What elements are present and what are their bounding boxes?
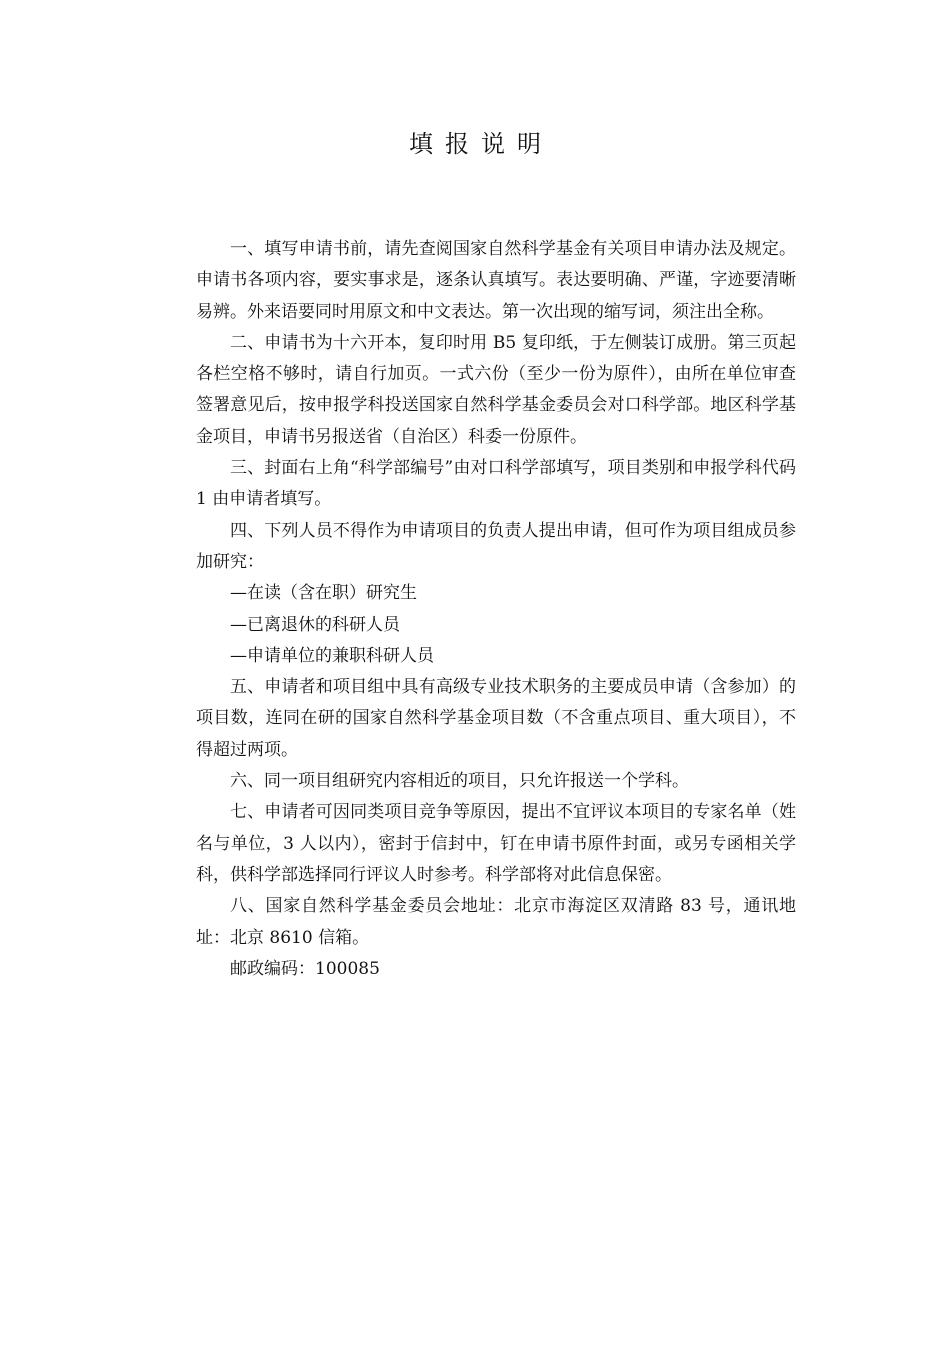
- paragraph-7: 七、申请者可因同类项目竞争等原因，提出不宜评议本项目的专家名单（姓名与单位，3 人以内），密封于信封中，钉在申请书原件封面，或另专函相关学科，供科学部选择同行评议人时参考。科学部将对此信息保密。: [196, 802, 796, 885]
- paragraph-4: 四、下列人员不得作为申请项目的负责人提出申请，但可作为项目组成员参加研究：: [196, 520, 796, 572]
- postal-code: 邮政编码：100085: [230, 958, 380, 979]
- paragraph-5: 五、申请者和项目组中具有高级专业技术职务的主要成员申请（含参加）的项目数，连同在研的国家自然科学基金项目数（不含重点项目、重大项目），不得超过两项。: [196, 677, 796, 760]
- page-title: 填报说明: [409, 130, 553, 158]
- list-item-graduate-students: —在读（含在职）研究生: [230, 583, 417, 604]
- list-item-retired-researchers: —已离退休的科研人员: [230, 614, 400, 635]
- paragraph-1: 一、填写申请书前，请先查阅国家自然科学基金有关项目申请办法及规定。申请书各项内容，要实事求是，逐条认真填写。表达要明确、严谨，字迹要清晰易辨。外来语要同时用原文和中文表达。第一次出现的缩写词，须注出全称。: [196, 239, 796, 322]
- instructions-body: [196, 234, 796, 985]
- paragraph-6: 六、同一项目组研究内容相近的项目，只允许报送一个学科。: [230, 771, 689, 792]
- list-item-part-time-researchers: —申请单位的兼职科研人员: [230, 645, 434, 666]
- paragraph-8: 八、国家自然科学基金委员会地址：北京市海淀区双清路 83 号，通讯地址：北京 8610 信箱。: [196, 896, 796, 948]
- paragraph-3: 三、封面右上角“科学部编号”由对口科学部填写，项目类别和申报学科代码 1 由申请者填写。: [196, 458, 796, 510]
- paragraph-2: 二、申请书为十六开本，复印时用 B5 复印纸，于左侧装订成册。第三页起各栏空格不够时，请自行加页。一式六份（至少一份为原件），由所在单位审查签署意见后，按申报学科投送国家自然科学基金委员会对口科学部。地区科学基金项目，申请书另报送省（自治区）科委一份原件。: [196, 332, 796, 447]
